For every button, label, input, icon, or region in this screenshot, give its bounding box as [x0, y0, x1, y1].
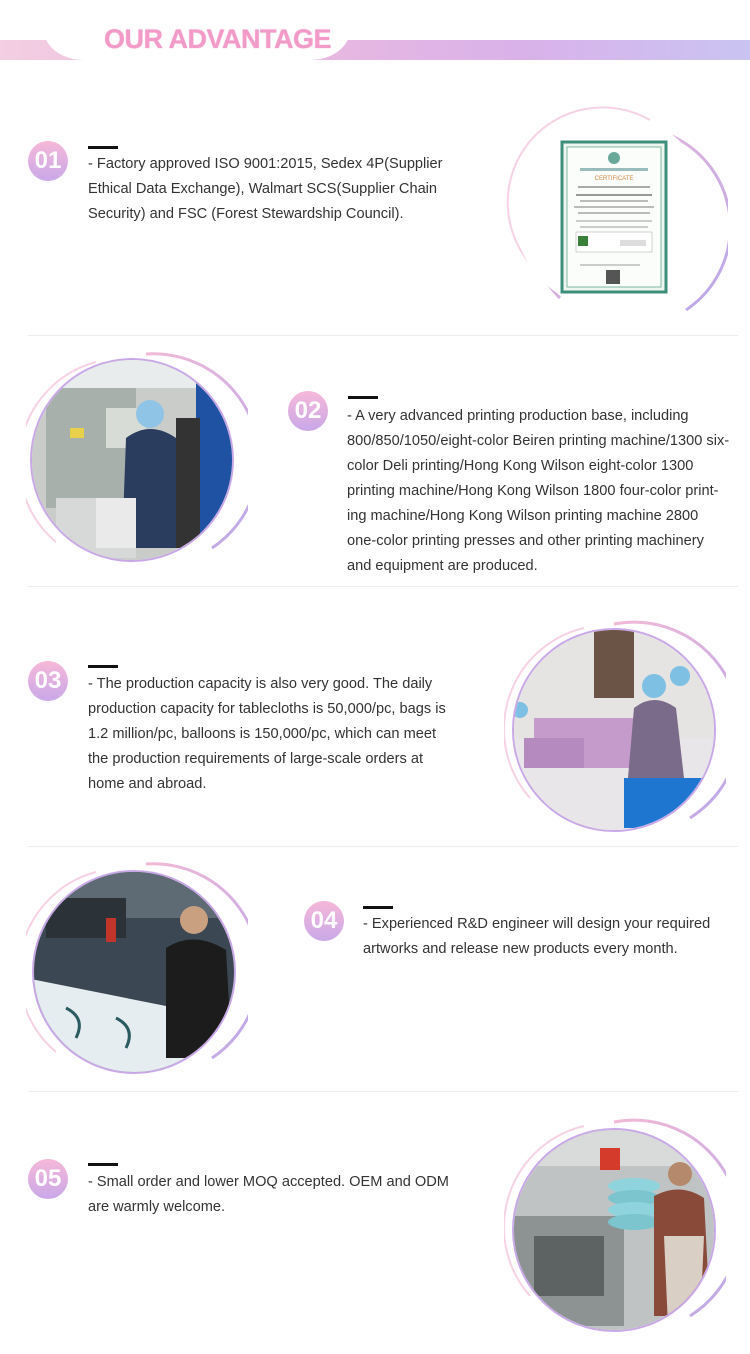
printing-workshop-photo — [26, 348, 248, 570]
divider — [28, 1091, 738, 1092]
item-dash — [88, 1163, 118, 1166]
item-number-badge: 03 — [28, 661, 68, 701]
item-number-badge: 02 — [288, 391, 328, 431]
section-title: OUR ADVANTAGE — [104, 24, 331, 54]
item-text: - Factory approved ISO 9001:2015, Sedex 4P(Supplier Ethical Data Exchange), Walmart SCS(Supplier Chain Security) and FSC (Forest Stewardship Council). — [88, 156, 443, 222]
item-dash — [88, 665, 118, 668]
certificate-image — [500, 98, 728, 322]
divider — [28, 846, 738, 847]
design-engineer-photo — [26, 858, 248, 1080]
item-number-badge: 05 — [28, 1159, 68, 1199]
item-dash — [88, 146, 118, 149]
divider — [28, 586, 738, 587]
certificate-heading: CERTIFICATE — [594, 176, 634, 182]
item-number-badge: 04 — [304, 901, 344, 941]
plate-stacking-photo — [504, 1116, 726, 1338]
item-number-badge: 01 — [28, 141, 68, 181]
item-dash — [348, 396, 378, 399]
section-header — [0, 0, 750, 64]
item-dash — [363, 906, 393, 909]
item-text: - Experienced R&D engineer will design your required artworks and release new products every month. — [363, 916, 711, 957]
item-text: - A very advanced printing production base, including 800/850/1050/eight-color Beiren printing machine/1300 six-color Deli printing/Hong Kong Wilson eight-color 1300 printing machine/Hong Kong Wilson 1800 four-color print-ing machine/Hong Kong Wilson printing machine 2800 one-color printing presses and other printing machinery and equipment are produced. — [347, 408, 730, 574]
packing-workers-photo — [504, 618, 726, 840]
divider — [28, 335, 738, 336]
item-text: - Small order and lower MOQ accepted. OEM and ODM are warmly welcome. — [88, 1174, 449, 1215]
item-text: - The production capacity is also very good. The daily production capacity for tablecloths is 50,000/pc, bags is 1.2 million/pc, balloons is 150,000/pc, which can meet the production requirements of large-scale orders at home and abroad. — [88, 676, 446, 792]
